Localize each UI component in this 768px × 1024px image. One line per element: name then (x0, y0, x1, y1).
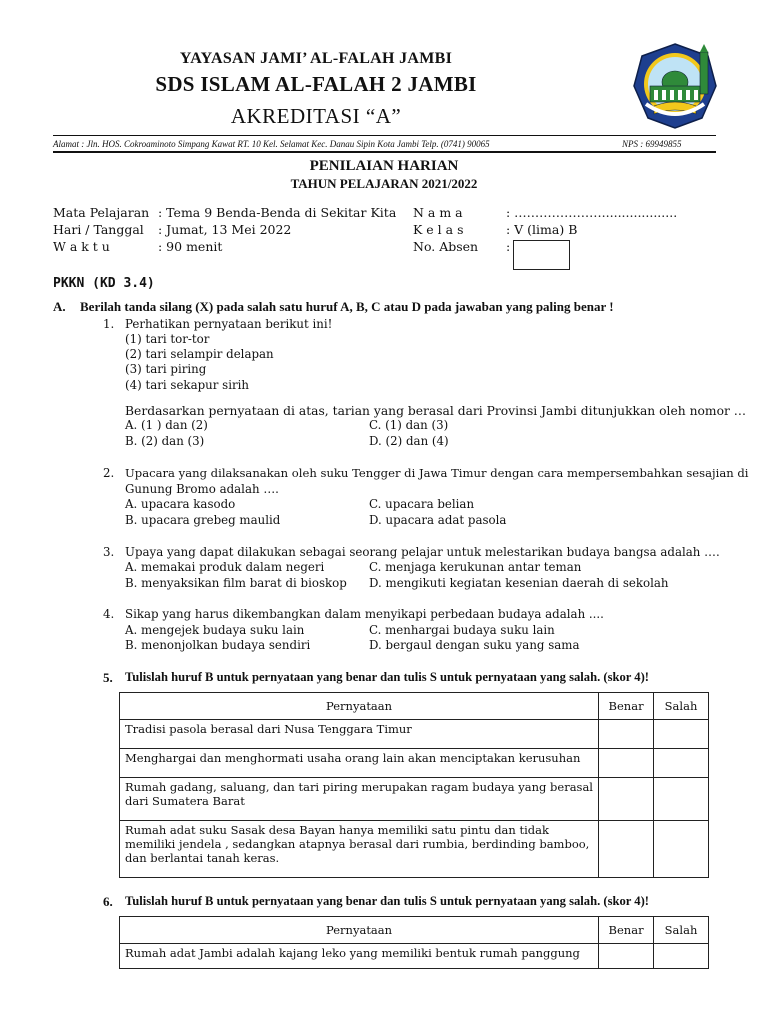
header-benar: Benar (599, 693, 654, 720)
q1-item: (1) tari tor-tor (125, 332, 210, 346)
q4-option-c[interactable]: C. menhargai budaya suku lain (369, 623, 555, 637)
absen-box[interactable] (513, 240, 570, 270)
q1-number: 1. (103, 317, 115, 331)
section-title: PKKN (KD 3.4) (53, 276, 155, 291)
waktu-value: : 90 menit (158, 239, 223, 254)
header-pernyataan: Pernyataan (120, 917, 599, 944)
header-salah: Salah (654, 917, 709, 944)
header-salah: Salah (654, 693, 709, 720)
header-pernyataan: Pernyataan (120, 693, 599, 720)
q6-instruction: Tulislah huruf B untuk pernyataan yang benar dan tulis S untuk pernyataan yang salah. (skor 4)! (125, 894, 649, 908)
header-benar: Benar (599, 917, 654, 944)
benar-cell[interactable] (599, 749, 654, 778)
q6-number: 6. (103, 894, 113, 909)
mapel-value: : Tema 9 Benda-Benda di Sekitar Kita (158, 205, 397, 220)
school-year: TAHUN PELAJARAN 2021/2022 (290, 176, 478, 191)
salah-cell[interactable] (654, 749, 709, 778)
salah-cell[interactable] (654, 821, 709, 878)
q3-option-d[interactable]: D. mengikuti kegiatan kesenian daerah di sekolah (369, 576, 669, 590)
mapel-label: Mata Pelajaran (53, 205, 150, 220)
q3-number: 3. (103, 545, 115, 559)
hari-label: Hari / Tanggal (53, 222, 144, 237)
accreditation: AKREDITASI “A” (230, 104, 402, 128)
absen-value: : (506, 239, 511, 254)
q1-option-c[interactable]: C. (1) dan (3) (369, 418, 449, 432)
q4-text: Sikap yang harus dikembangkan dalam menyikapi perbedaan budaya adalah .... (125, 607, 604, 621)
q4-number: 4. (103, 607, 115, 621)
kelas-value: : V (lima) B (506, 222, 578, 237)
q4-option-b[interactable]: B. menonjolkan budaya sendiri (125, 638, 311, 652)
kelas-label: K e l a s (413, 222, 464, 237)
q3-option-b[interactable]: B. menyaksikan film barat di bioskop (125, 576, 347, 590)
q1-item: (4) tari sekapur sirih (125, 378, 249, 392)
statement-cell: Menghargai dan menghormati usaha orang lain akan menciptakan kerusuhan (120, 749, 599, 778)
benar-cell[interactable] (599, 944, 654, 969)
q1-option-a[interactable]: A. (1 ) dan (2) (125, 418, 208, 432)
q2-option-c[interactable]: C. upacara belian (369, 497, 475, 511)
q6-table (119, 916, 709, 969)
q3-option-c[interactable]: C. menjaga kerukunan antar teman (369, 560, 582, 574)
header-rule-bottom (53, 151, 716, 153)
part-a-label: A. (53, 299, 66, 314)
salah-cell[interactable] (654, 720, 709, 749)
statement-cell: Rumah gadang, saluang, dan tari piring merupakan ragam budaya yang berasal dari Sumatera Barat (120, 778, 599, 821)
absen-label: No. Absen (413, 239, 479, 254)
school-nps: NPS : 69949855 (622, 139, 682, 149)
statement-cell: Rumah adat suku Sasak desa Bayan hanya memiliki satu pintu dan tidak memiliki jendela , sedangkan atapnya berasal dari rumbia, berdinding bamboo, dan berlantai tanah keras. (120, 821, 599, 878)
q2-number: 2. (103, 466, 115, 480)
waktu-label: W a k t u (53, 239, 110, 254)
part-a-instruction: Berilah tanda silang (X) pada salah satu huruf A, B, C atau D pada jawaban yang paling benar ! (80, 299, 614, 314)
school-logo (632, 42, 718, 130)
q1-option-b[interactable]: B. (2) dan (3) (125, 434, 205, 448)
q3-option-a[interactable]: A. memakai produk dalam negeri (125, 560, 325, 574)
table-row (120, 749, 709, 778)
q2-text-line1: Upacara yang dilaksanakan oleh suku Tengger di Jawa Timur dengan cara mempersembahkan sesajian di (125, 466, 749, 480)
q1-item: (2) tari selampir delapan (125, 347, 274, 361)
q4-option-d[interactable]: D. bergaul dengan suku yang sama (369, 638, 580, 652)
statement-cell: Tradisi pasola berasal dari Nusa Tenggara Timur (120, 720, 599, 749)
q3-text: Upaya yang dapat dilakukan sebagai seorang pelajar untuk melestarikan budaya bangsa adalah …. (125, 545, 720, 559)
nama-label: N a m a (413, 205, 463, 220)
q2-option-a[interactable]: A. upacara kasodo (125, 497, 236, 511)
school-address: Alamat : Jln. HOS. Cokroaminoto Simpang Kawat RT. 10 Kel. Selamat Kec. Danau Sipin Kota Jambi Telp. (0741) 90065 (53, 139, 490, 149)
q5-number: 5. (103, 670, 113, 685)
q1-question: Berdasarkan pernyataan di atas, tarian yang berasal dari Provinsi Jambi ditunjukkan oleh nomor … (125, 404, 747, 418)
table-header-row (120, 693, 709, 720)
statement-cell: Rumah adat Jambi adalah kajang leko yang memiliki bentuk rumah panggung (120, 944, 599, 969)
q2-option-d[interactable]: D. upacara adat pasola (369, 513, 507, 527)
q2-option-b[interactable]: B. upacara grebeg maulid (125, 513, 281, 527)
nama-value: : …………………................... (506, 205, 678, 220)
q2-text-line2: Gunung Bromo adalah …. (125, 482, 279, 496)
benar-cell[interactable] (599, 778, 654, 821)
benar-cell[interactable] (599, 720, 654, 749)
exam-title: PENILAIAN HARIAN (309, 158, 459, 174)
table-row (120, 720, 709, 749)
q5-instruction: Tulislah huruf B untuk pernyataan yang benar dan tulis S untuk pernyataan yang salah. (skor 4)! (125, 670, 649, 684)
q1-item: (3) tari piring (125, 362, 207, 376)
table-row (120, 944, 709, 969)
foundation-name: YAYASAN JAMI’ AL-FALAH JAMBI (179, 50, 453, 67)
table-row (120, 821, 709, 878)
school-name: SDS ISLAM AL-FALAH 2 JAMBI (155, 72, 477, 96)
q5-table (119, 692, 709, 878)
q1-option-d[interactable]: D. (2) dan (4) (369, 434, 449, 448)
q1-text: Perhatikan pernyataan berikut ini! (125, 317, 333, 331)
table-header-row (120, 917, 709, 944)
salah-cell[interactable] (654, 944, 709, 969)
benar-cell[interactable] (599, 821, 654, 878)
header-rule-top (53, 135, 716, 136)
hari-value: : Jumat, 13 Mei 2022 (158, 222, 292, 237)
table-row (120, 778, 709, 821)
q4-option-a[interactable]: A. mengejek budaya suku lain (125, 623, 305, 637)
salah-cell[interactable] (654, 778, 709, 821)
